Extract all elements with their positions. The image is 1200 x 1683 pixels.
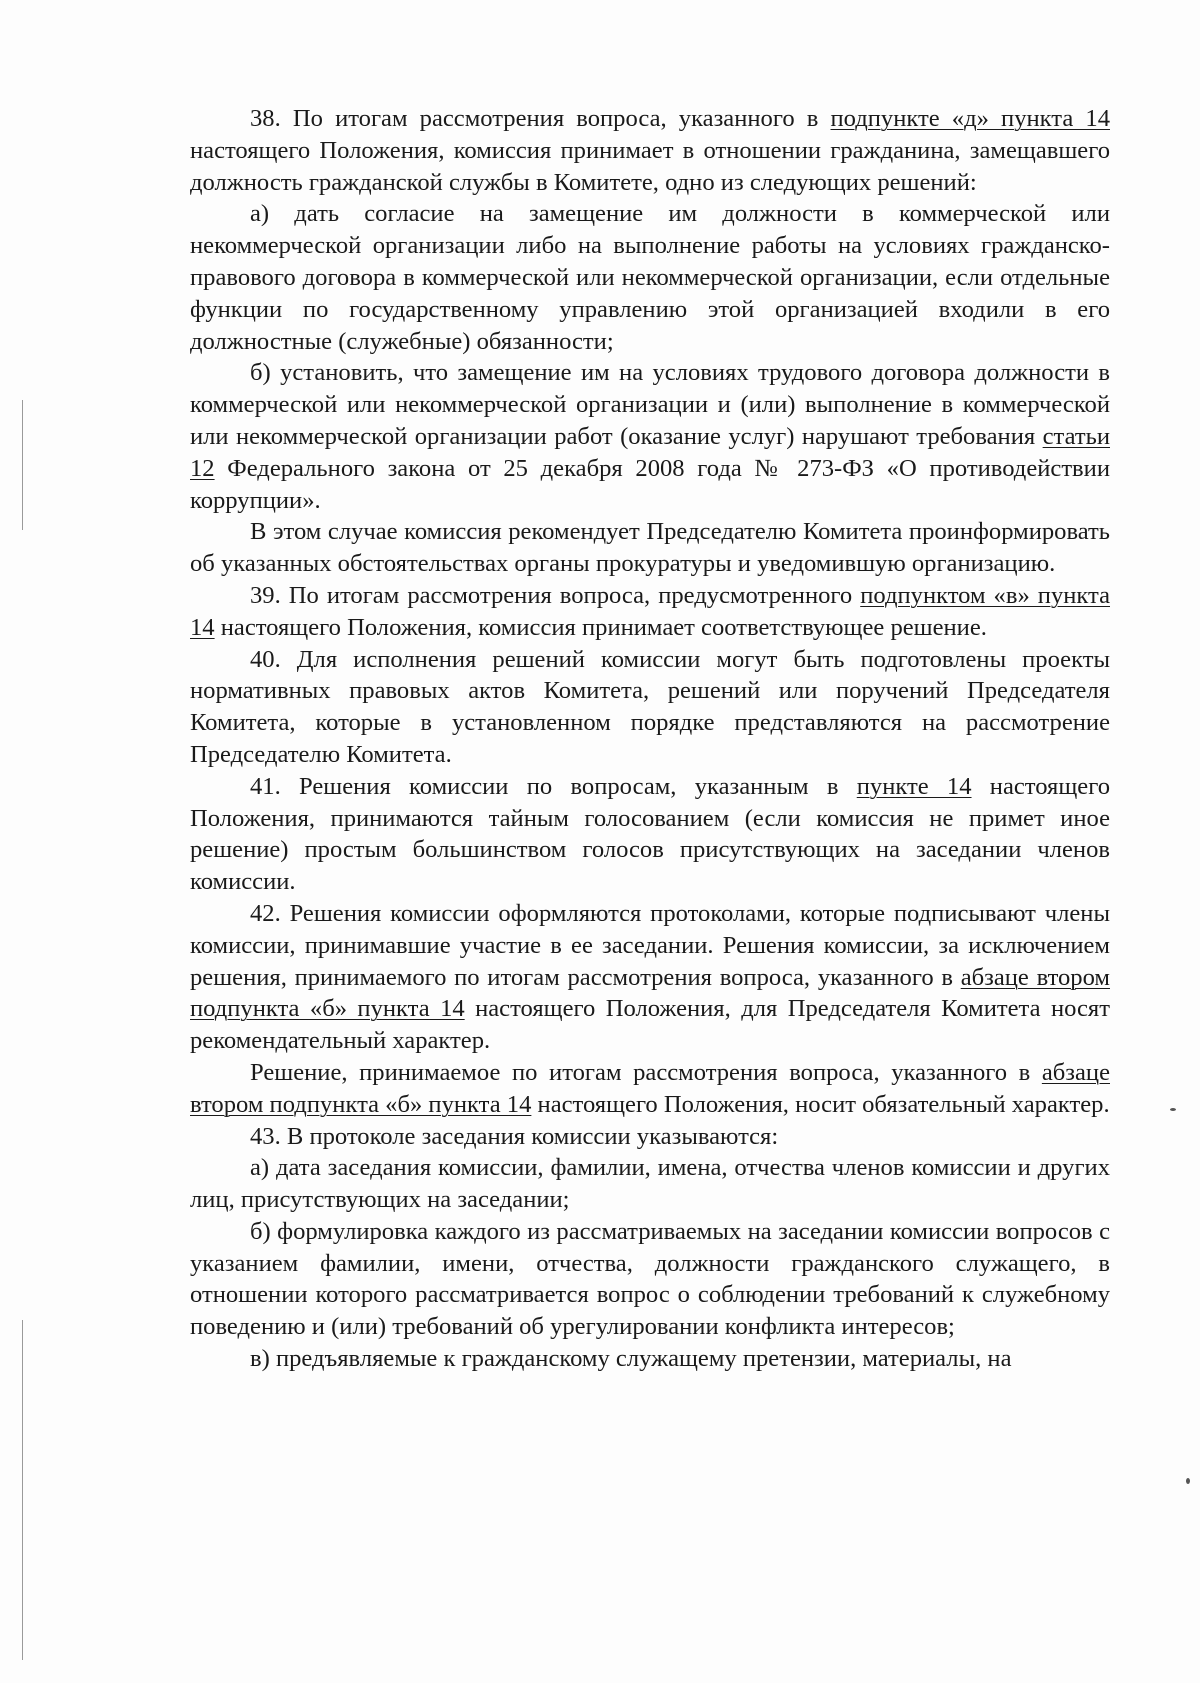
paragraph-text: настоящего Положения, принимаются тайным голосованием (если комиссия не примет иное решение) простым большинством голосов присутствующих на заседании членов комиссии. bbox=[190, 772, 1110, 896]
paragraph-text: б) формулировка каждого из рассматриваемых на заседании комиссии вопросов с указанием фамилии, имени, отчества, должности гражданского служащего, в отношении которого рассматривается вопрос о соблюдении требований к служебному поведению и (или) требований об урегулировании конфликта интересов; bbox=[190, 1217, 1110, 1341]
document-body bbox=[190, 103, 1110, 1375]
paragraph-text: настоящего Положения, комиссия принимает в отношении гражданина, замещавшего должность гражданской службы в Комитете, одно из следующих решений: bbox=[190, 136, 1110, 196]
paragraph-p38 bbox=[190, 103, 1110, 198]
scan-margin-mark bbox=[22, 400, 23, 530]
paragraph-p41 bbox=[190, 771, 1110, 898]
scan-speck bbox=[1186, 1478, 1190, 1484]
paragraph-text: настоящего Положения, для Председателя Комитета носят рекомендательный характер. bbox=[190, 995, 1110, 1055]
paragraph-text: 40. Для исполнения решений комиссии могут быть подготовлены проекты нормативных правовых актов Комитета, решений или поручений Председателя Комитета, которые в установленном порядке представляются на рассмотрение Председателю Комитета. bbox=[190, 645, 1110, 768]
paragraph-text: 38. По итогам рассмотрения вопроса, указанного в bbox=[250, 105, 831, 132]
paragraph-p43b bbox=[190, 1216, 1110, 1343]
paragraph-p39 bbox=[190, 580, 1110, 644]
paragraph-p43c bbox=[190, 1343, 1110, 1375]
legal-reference-link[interactable]: статьи 12 bbox=[190, 422, 1110, 482]
paragraph-p42 bbox=[190, 898, 1110, 1057]
paragraph-text: 39. По итогам рассмотрения вопроса, предусмотренного bbox=[250, 581, 861, 609]
legal-reference-link[interactable]: абзаце втором подпункта «б» пункта 14 bbox=[190, 1058, 1110, 1118]
legal-reference-link[interactable]: абзаце втором подпункта «б» пункта 14 bbox=[190, 963, 1110, 1023]
paragraph-text: 41. Решения комиссии по вопросам, указанным в bbox=[250, 772, 857, 800]
paragraph-text: настоящего Положения, носит обязательный характер. bbox=[531, 1090, 1110, 1118]
paragraph-text: а) дата заседания комиссии, фамилии, имена, отчества членов комиссии и других лиц, присутствующих на заседании; bbox=[190, 1154, 1110, 1214]
paragraph-text: а) дать согласие на замещение им должности в коммерческой или некоммерческой организации либо на выполнение работы на условиях гражданско-правового договора в коммерческой или некоммерческой организации, если отдельные функции по государственному управлению этой организацией входили в его должностные (служебные) обязанности; bbox=[190, 200, 1110, 355]
paragraph-text: Федерального закона от 25 декабря 2008 года № 273-ФЗ «О противодействии коррупции». bbox=[190, 454, 1110, 514]
legal-reference-link[interactable]: пункте 14 bbox=[856, 772, 972, 800]
paragraph-text: Решение, принимаемое по итогам рассмотрения вопроса, указанного в bbox=[250, 1058, 1042, 1086]
paragraph-text: 42. Решения комиссии оформляются протоколами, которые подписывают члены комиссии, принимавшие участие в ее заседании. Решения комиссии, за исключением решения, принимаемого по итогам рассмотрения вопроса, указанного в bbox=[190, 899, 1110, 991]
paragraph-text: 43. В протоколе заседания комиссии указываются: bbox=[250, 1122, 779, 1150]
paragraph-text: В этом случае комиссия рекомендует Председателю Комитета проинформировать об указанных обстоятельствах органы прокуратуры и уведомившую организацию. bbox=[190, 518, 1110, 578]
legal-reference-link[interactable]: подпунктом «в» пункта 14 bbox=[190, 581, 1110, 641]
paragraph-p38a bbox=[190, 198, 1110, 357]
paragraph-text: настоящего Положения, комиссия принимает соответствующее решение. bbox=[214, 613, 987, 641]
paragraph-p42b bbox=[190, 1057, 1110, 1121]
paragraph-p38c bbox=[190, 516, 1110, 580]
paragraph-text: б) установить, что замещение им на условиях трудового договора должности в коммерческой или некоммерческой организации и (или) выполнение в коммерческой или некоммерческой организации работ (оказание услуг) нарушают требования bbox=[190, 359, 1110, 450]
legal-reference-link[interactable]: подпункте «д» пункта 14 bbox=[830, 105, 1110, 132]
scan-margin-mark bbox=[22, 1320, 23, 1660]
paragraph-p43 bbox=[190, 1121, 1110, 1153]
scan-speck bbox=[1170, 1108, 1176, 1111]
paragraph-p43a bbox=[190, 1152, 1110, 1216]
paragraph-text: в) предъявляемые к гражданскому служащему претензии, материалы, на bbox=[250, 1345, 1012, 1373]
paragraph-p38b bbox=[190, 357, 1110, 516]
paragraph-p40 bbox=[190, 644, 1110, 771]
